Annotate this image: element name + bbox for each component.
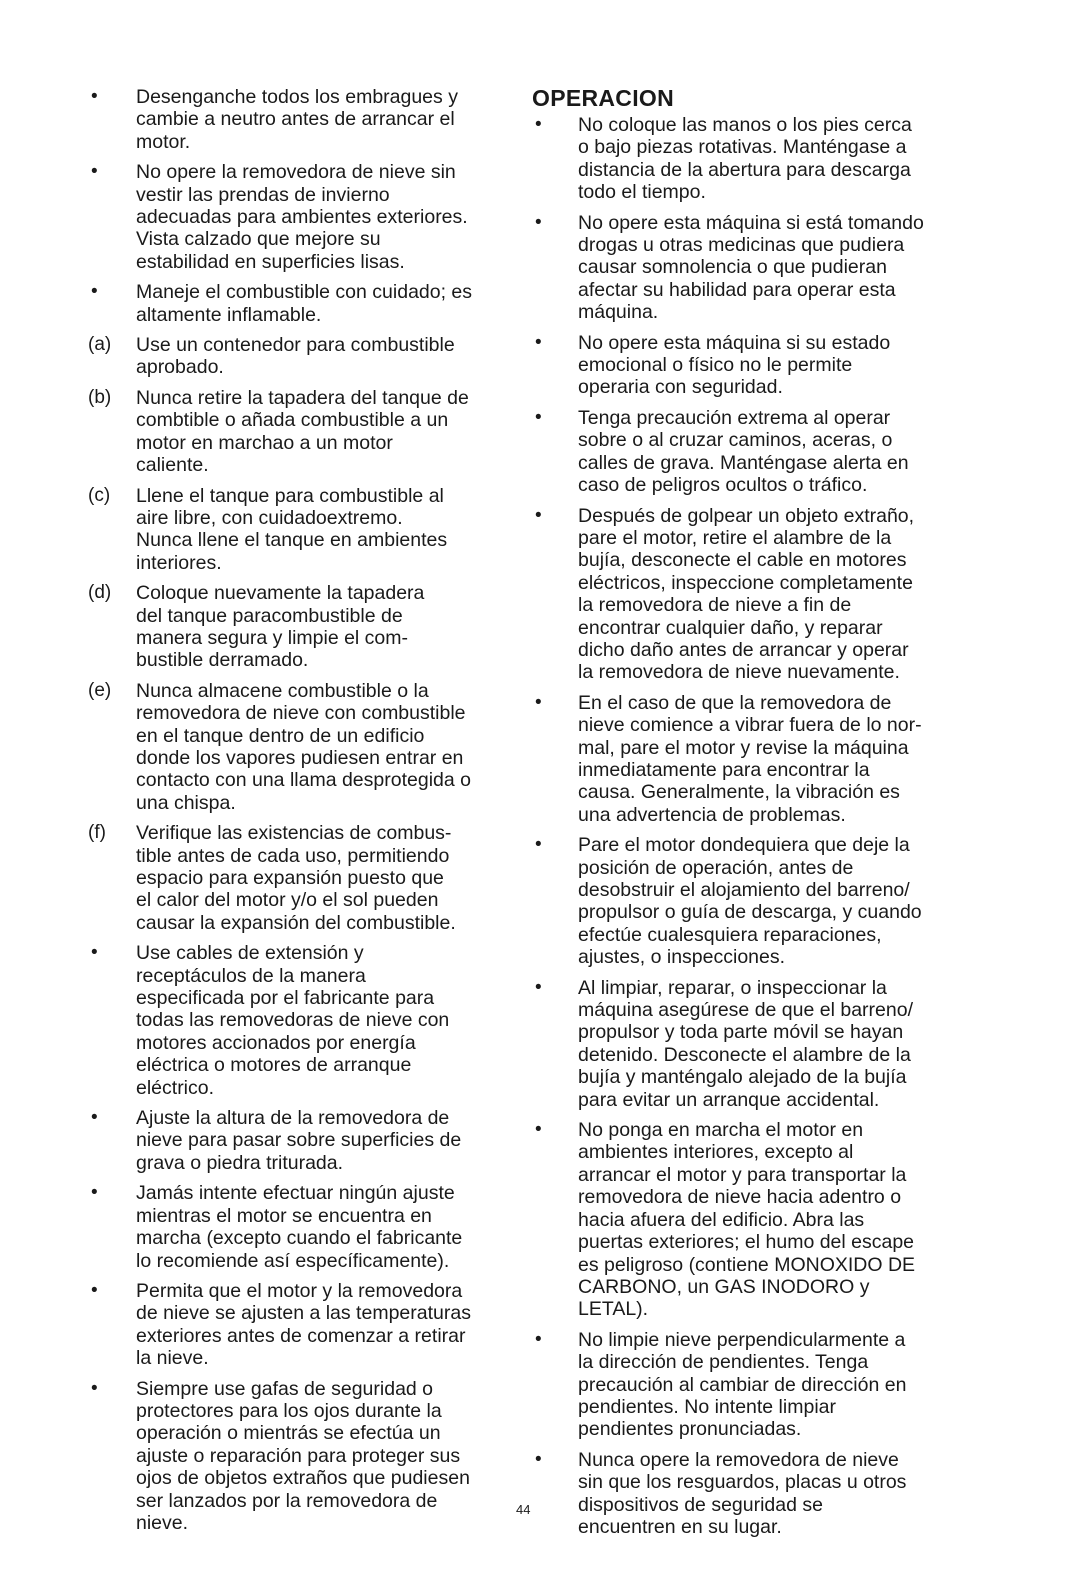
item-text: Nunca retire la tapadera del tanque de combtible o añada combustible a un motor en marchao a un motor caliente. [136,386,469,477]
list-item [88,86,518,153]
bullet-marker: • [91,1279,98,1301]
item-text: Pare el motor dondequiera que deje la posición de operación, antes de desobstruir el alojamiento del barreno/ propulsor o guía de descarga, y cuando efectúe cualesquiera reparaciones, ajustes, o inspecciones. [578,834,922,969]
right-column [532,84,972,1546]
bullet-marker: • [91,161,98,183]
list-item [88,582,518,672]
item-text: Siempre use gafas de seguridad o protectores para los ojos durante la operación o mientrás se efectúa un ajuste o reparación para proteger sus ojos de objetos extraños que pudiesen ser lanzados por la removedora de nieve. [136,1377,470,1534]
item-text: Permita que el motor y la removedora de nieve se ajusten a las temperaturas exteriores antes de comenzar a retirar la nieve. [136,1279,471,1370]
bullet-marker: • [91,1182,98,1204]
item-text: Nunca opere la removedora de nieve sin que los resguardos, placas u otros dispositivos de seguridad se encuentren en su lugar. [578,1448,907,1538]
item-text: No limpie nieve perpendicularmente a la dirección de pendientes. Tenga precaución al cambiar de dirección en pendientes. No intente limpiar pendientes pronunciadas. [578,1328,907,1441]
item-text: Coloque nuevamente la tapadera del tanque paracombustible de manera segura y limpie el com- bustible derramado. [136,582,425,672]
list-item [532,834,972,968]
operacion-heading: OPERACION [532,85,674,111]
item-text: Llene el tanque para combustible al aire libre, con cuidadoextremo. Nunca llene el tanque en ambientes interiores. [136,484,448,574]
bullet-marker: • [535,504,542,526]
list-item [532,407,972,497]
item-text: Jamás intente efectuar ningún ajuste mientras el motor se encuentra en marcha (excepto cuando el fabricante lo recomiende así específicamente). [136,1182,463,1272]
list-item [532,114,972,204]
list-item [532,692,972,826]
operacion-list [532,114,972,1538]
bullet-marker: • [535,406,542,428]
item-letter-marker: (c) [88,484,111,506]
bullet-marker: • [535,331,542,353]
item-text: No ponga en marcha el motor en ambientes interiores, excepto al arrancar el motor y para transportar la removedora de nieve hacia adentro o hacia afuera del edificio. Abra las puertas exteriores; el humo del escape es peligroso (contiene MONOXIDO DE CARBONO, un GAS INODORO y LETAL). [578,1119,916,1321]
item-text: No opere esta máquina si está tomando drogas u otras medicinas que pudiera causar somnolencia o que pudieran afectar su habilidad para operar esta máquina. [578,211,924,324]
bullet-marker: • [535,1448,542,1470]
list-item [88,1107,518,1174]
item-text: Desenganche todos los embragues y cambie a neutro antes de arrancar el motor. [136,86,458,153]
list-item [88,822,518,934]
list-item [88,942,518,1099]
item-letter-marker: (b) [88,386,112,408]
item-letter-marker: (e) [88,679,112,701]
bullet-marker: • [535,211,542,233]
item-text: Verifique las existencias de combus- tible antes de cada uso, permitiendo espacio para expansión puesto que el calor del motor y/o el sol pueden causar la expansión del combustible. [136,822,456,934]
page-number: 44 [516,1502,531,1517]
bullet-marker: • [91,281,98,303]
list-item [88,680,518,814]
bullet-marker: • [535,691,542,713]
item-text: Maneje el combustible con cuidado; es altamente inflamable. [136,281,473,326]
item-text: En el caso de que la removedora de nieve comience a vibrar fuera de lo nor- mal, pare el motor y revise la máquina inmediatamente para encontrar la causa. Generalmente, la vibración es una advertencia de problemas. [578,691,922,826]
item-text: No opere la removedora de nieve sin vestir las prendas de invierno adecuadas para ambientes exteriores. Vista calzado que mejore su estabilidad en superficies lisas. [136,161,468,273]
list-item [532,1449,972,1539]
list-item [532,212,972,324]
bullet-marker: • [535,976,542,998]
list-item [532,332,972,399]
list-item [88,1280,518,1370]
item-text: No coloque las manos o los pies cerca o bajo piezas rotativas. Manténgase a distancia de la abertura para descarga todo el tiempo. [578,114,912,204]
item-text: Después de golpear un objeto extraño, pare el motor, retire el alambre de la bujía, desconecte el cable en motores eléctricos, inspeccione completamente la removedora de nieve a fin de encontrar cualquier daño, y reparar dicho daño antes de arrancar y operar la removedora de nieve nuevamente. [578,504,915,684]
item-letter-marker: (f) [88,822,106,844]
list-item [532,505,972,684]
list-item [532,1329,972,1441]
bullet-marker: • [91,86,98,107]
list-item [88,334,518,379]
bullet-marker: • [535,114,542,135]
list-item [532,977,972,1111]
item-text: Use cables de extensión y receptáculos de la manera especificada por el fabricante para todas las removedoras de nieve con motores accionados por energía eléctrica o motores de arranque eléctrico. [136,942,450,1099]
list-item [88,485,518,575]
item-text: Use un contenedor para combustible aprobado. [136,334,455,379]
bullet-marker: • [535,1328,542,1350]
list-item [88,1182,518,1272]
bullet-marker: • [91,1377,98,1399]
list-item [88,281,518,326]
item-text: No opere esta máquina si su estado emocional o físico no le permite operaria con seguridad. [578,331,891,399]
bullet-marker: • [535,834,542,856]
list-item [532,1119,972,1321]
left-column [88,86,518,1542]
list-item [88,387,518,477]
item-text: Ajuste la altura de la removedora de nieve para pasar sobre superficies de grava o piedra triturada. [136,1107,462,1174]
item-letter-marker: (a) [88,334,112,356]
bullet-marker: • [91,942,98,964]
item-text: Al limpiar, reparar, o inspeccionar la máquina asegúrese de que el barreno/ propulsor y toda parte móvil se hayan detenido. Desconecte el alambre de la bujía y manténgalo alejado de la bujía para evitar un arranque accidental. [578,976,913,1111]
item-text: Nunca almacene combustible o la removedora de nieve con combustible en el tanque dentro de un edificio donde los vapores pudiesen entrar en contacto con una llama desprotegida o una chispa. [136,679,471,814]
item-letter-marker: (d) [88,582,112,604]
list-item [88,1378,518,1535]
bullet-marker: • [91,1107,98,1129]
list-item [88,161,518,273]
bullet-marker: • [535,1119,542,1141]
item-text: Tenga precaución extrema al operar sobre o al cruzar caminos, aceras, o calles de grava. Manténgase alerta en caso de peligros ocultos o tráfico. [578,406,909,497]
